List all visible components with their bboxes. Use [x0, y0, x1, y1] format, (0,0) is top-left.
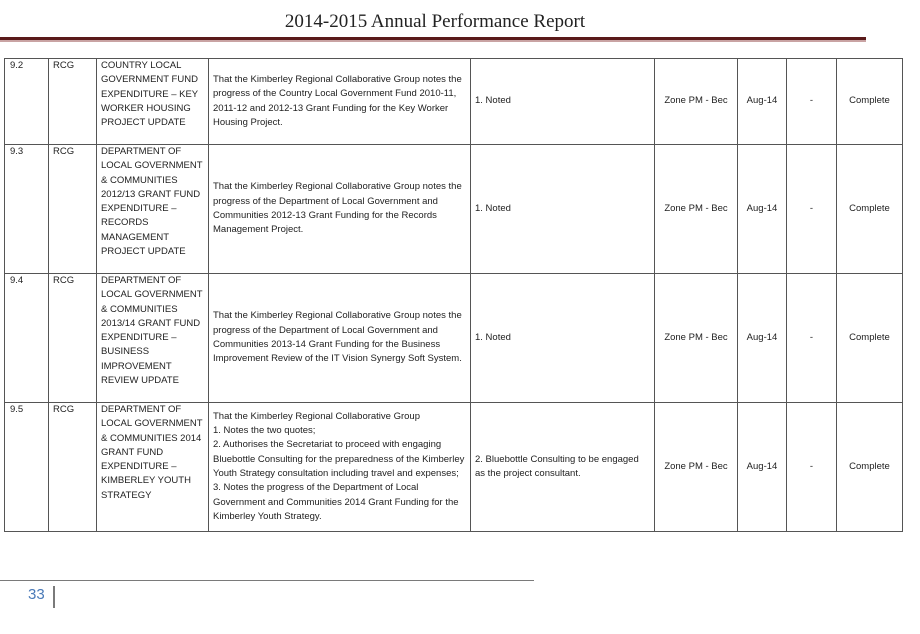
page-number-divider — [53, 586, 55, 608]
action-cell: 1. Noted — [471, 59, 655, 145]
resolution-cell: That the Kimberley Regional Collaborative Group 1. Notes the two quotes; 2. Authorises the Secretariat to proceed with engaging Bluebottle Consulting for the preparedness of the Kimberley Youth Strategy consultation including travel and expenses; 3. Notes the progress of the Department of Local Government and Communities 2014 Grant Funding for the Kimberley Youth Strategy. — [209, 403, 471, 532]
action-cell: 1. Noted — [471, 274, 655, 403]
page-number: 33 — [28, 586, 45, 603]
action-cell: 2. Bluebottle Consulting to be engaged as the project consultant. — [471, 403, 655, 532]
date-cell: Aug-14 — [738, 403, 787, 532]
table-row — [5, 403, 903, 532]
date-cell: Aug-14 — [738, 145, 787, 274]
item-number-cell: 9.2 — [5, 59, 49, 145]
extra-cell: - — [787, 145, 837, 274]
item-number-cell: 9.5 — [5, 403, 49, 532]
status-cell: Complete — [837, 274, 903, 403]
group-cell: RCG — [49, 59, 97, 145]
responsible-cell: Zone PM - Bec — [655, 403, 738, 532]
table-row — [5, 59, 903, 145]
subject-cell: COUNTRY LOCAL GOVERNMENT FUND EXPENDITURE – KEY WORKER HOUSING PROJECT UPDATE — [97, 59, 209, 145]
resolution-cell: That the Kimberley Regional Collaborative Group notes the progress of the Department of Local Government and Communities 2012-13 Grant Funding for the Records Management Project. — [209, 145, 471, 274]
resolution-cell: That the Kimberley Regional Collaborative Group notes the progress of the Country Local Government Fund 2010-11, 2011-12 and 2012-13 Grant Funding for the Key Worker Housing Project. — [209, 59, 471, 145]
responsible-cell: Zone PM - Bec — [655, 145, 738, 274]
table-row — [5, 274, 903, 403]
item-number-cell: 9.4 — [5, 274, 49, 403]
status-cell: Complete — [837, 403, 903, 532]
extra-cell: - — [787, 59, 837, 145]
performance-table — [4, 58, 903, 532]
header-rule-shadow — [0, 40, 866, 42]
responsible-cell: Zone PM - Bec — [655, 59, 738, 145]
extra-cell: - — [787, 274, 837, 403]
status-cell: Complete — [837, 59, 903, 145]
table-row — [5, 145, 903, 274]
date-cell: Aug-14 — [738, 274, 787, 403]
resolution-cell: That the Kimberley Regional Collaborative Group notes the progress of the Department of Local Government and Communities 2013-14 Grant Funding for the Business Improvement Review of the IT Vision Synergy Soft System. — [209, 274, 471, 403]
group-cell: RCG — [49, 403, 97, 532]
subject-cell: DEPARTMENT OF LOCAL GOVERNMENT & COMMUNITIES 2013/14 GRANT FUND EXPENDITURE – BUSINESS IMPROVEMENT REVIEW UPDATE — [97, 274, 209, 403]
responsible-cell: Zone PM - Bec — [655, 274, 738, 403]
footer-rule — [0, 580, 534, 581]
group-cell: RCG — [49, 145, 97, 274]
action-cell: 1. Noted — [471, 145, 655, 274]
group-cell: RCG — [49, 274, 97, 403]
subject-cell: DEPARTMENT OF LOCAL GOVERNMENT & COMMUNITIES 2014 GRANT FUND EXPENDITURE – KIMBERLEY YOUTH STRATEGY — [97, 403, 209, 532]
extra-cell: - — [787, 403, 837, 532]
page-title: 2014-2015 Annual Performance Report — [284, 11, 586, 32]
date-cell: Aug-14 — [738, 59, 787, 145]
item-number-cell: 9.3 — [5, 145, 49, 274]
status-cell: Complete — [837, 145, 903, 274]
subject-cell: DEPARTMENT OF LOCAL GOVERNMENT & COMMUNITIES 2012/13 GRANT FUND EXPENDITURE – RECORDS MANAGEMENT PROJECT UPDATE — [97, 145, 209, 274]
